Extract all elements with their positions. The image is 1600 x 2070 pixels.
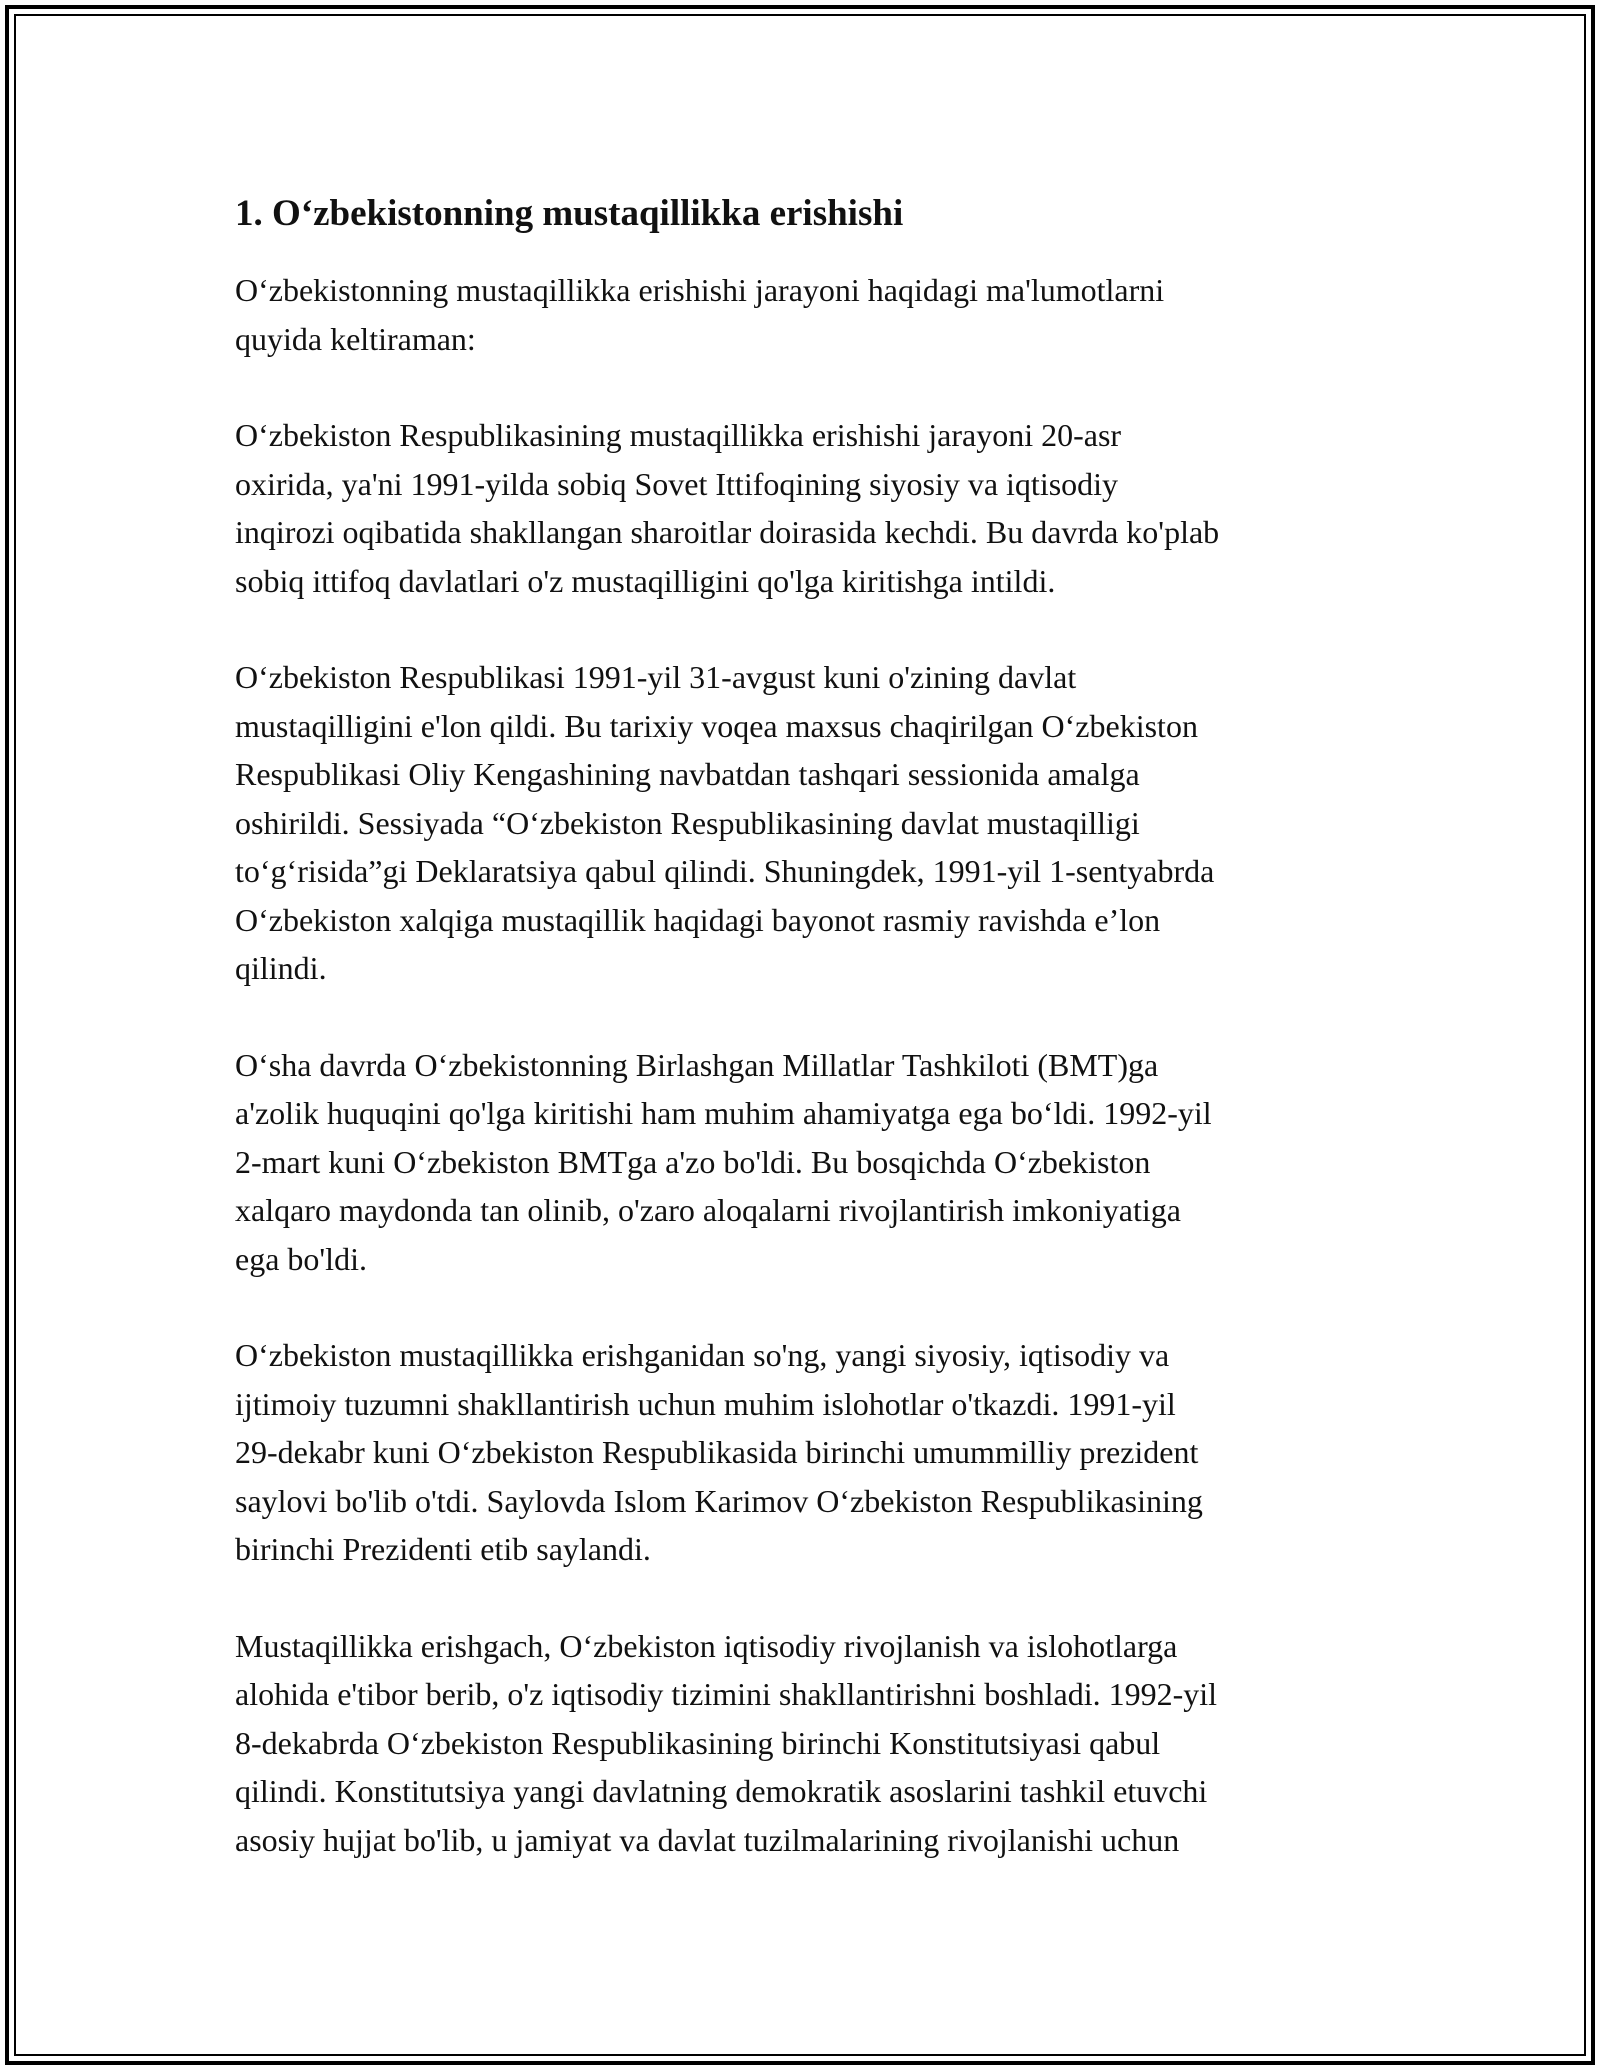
text-line: a'zolik huquqini qo'lga kiritishi ham muhim ahamiyatga ega bo‘ldi. 1992-yil (235, 1095, 1212, 1131)
text-line: Respublikasi Oliy Kengashining navbatdan tashqari sessionida amalga (235, 756, 1140, 792)
paragraph-background (235, 411, 1375, 605)
text-line: O‘zbekistonning mustaqillikka erishishi jarayoni haqidagi ma'lumotlarni (235, 272, 1165, 308)
text-line: xalqaro maydonda tan olinib, o'zaro aloqalarni rivojlantirish imkoniyatiga (235, 1192, 1181, 1228)
paragraph-intro (235, 266, 1375, 363)
text-line: qilindi. Konstitutsiya yangi davlatning demokratik asoslarini tashkil etuvchi (235, 1773, 1208, 1809)
text-line: asosiy hujjat bo'lib, u jamiyat va davlat tuzilmalarining rivojlanishi uchun (235, 1821, 1180, 1858)
paragraph-election (235, 1331, 1375, 1574)
paragraph-un-membership (235, 1041, 1375, 1284)
text-line: alohida e'tibor berib, o'z iqtisodiy tizimini shakllantirishni boshladi. 1992-yil (235, 1676, 1218, 1712)
text-line: 2-mart kuni O‘zbekiston BMTga a'zo bo'ldi. Bu bosqichda O‘zbekiston (235, 1143, 1151, 1180)
text-line: 8-dekabrda O‘zbekiston Respublikasining birinchi Konstitutsiyasi qabul (235, 1724, 1161, 1761)
text-line: O‘zbekiston xalqiga mustaqillik haqidagi bayonot rasmiy ravishda e’lon (235, 901, 1161, 938)
text-line: ijtimoiy tuzumni shakllantirish uchun muhim islohotlar o'tkazdi. 1991-yil (235, 1385, 1176, 1422)
text-line: sobiq ittifoq davlatlari o'z mustaqilligini qo'lga kiritishga intildi. (235, 562, 1056, 599)
section-heading: 1. O‘zbekistonning mustaqillikka erishishi (235, 193, 904, 234)
text-line: O‘zbekiston mustaqillikka erishganidan so'ng, yangi siyosiy, iqtisodiy va (235, 1337, 1170, 1373)
text-line: quyida keltiraman: (235, 320, 476, 357)
text-line: inqirozi oqibatida shakllangan sharoitlar doirasida kechdi. Bu davrda ko'plab (235, 514, 1220, 550)
text-line: oshirildi. Sessiyada “O‘zbekiston Respublikasining davlat mustaqilligi (235, 804, 1140, 841)
text-line: saylovi bo'lib o'tdi. Saylovda Islom Karimov O‘zbekiston Respublikasining (235, 1482, 1203, 1519)
paragraph-constitution (235, 1622, 1375, 1865)
text-line: O‘sha davrda O‘zbekistonning Birlashgan Millatlar Tashkiloti (BMT)ga (235, 1046, 1159, 1083)
text-line: 29-dekabr kuni O‘zbekiston Respublikasida birinchi umummilliy prezident (235, 1434, 1199, 1470)
paragraph-declaration (235, 653, 1375, 993)
text-line: oxirida, ya'ni 1991-yilda sobiq Sovet Ittifoqining siyosiy va iqtisodiy (235, 465, 1119, 502)
text-line: mustaqilligini e'lon qildi. Bu tarixiy voqea maxsus chaqirilgan O‘zbekiston (235, 707, 1198, 744)
text-line: O‘zbekiston Respublikasining mustaqillikka erishishi jarayoni 20-asr (235, 417, 1122, 453)
text-line: qilindi. (235, 950, 327, 986)
text-line: Mustaqillikka erishgach, O‘zbekiston iqtisodiy rivojlanish va islohotlarga (235, 1627, 1178, 1664)
document-body (235, 186, 1375, 1912)
text-line: birinchi Prezidenti etib saylandi. (235, 1531, 651, 1567)
text-line: to‘g‘risida”gi Deklaratsiya qabul qilindi. Shuningdek, 1991-yil 1-sentyabrda (235, 853, 1215, 889)
text-line: ega bo'ldi. (235, 1240, 367, 1277)
text-line: O‘zbekiston Respublikasi 1991-yil 31-avgust kuni o'zining davlat (235, 659, 1077, 695)
